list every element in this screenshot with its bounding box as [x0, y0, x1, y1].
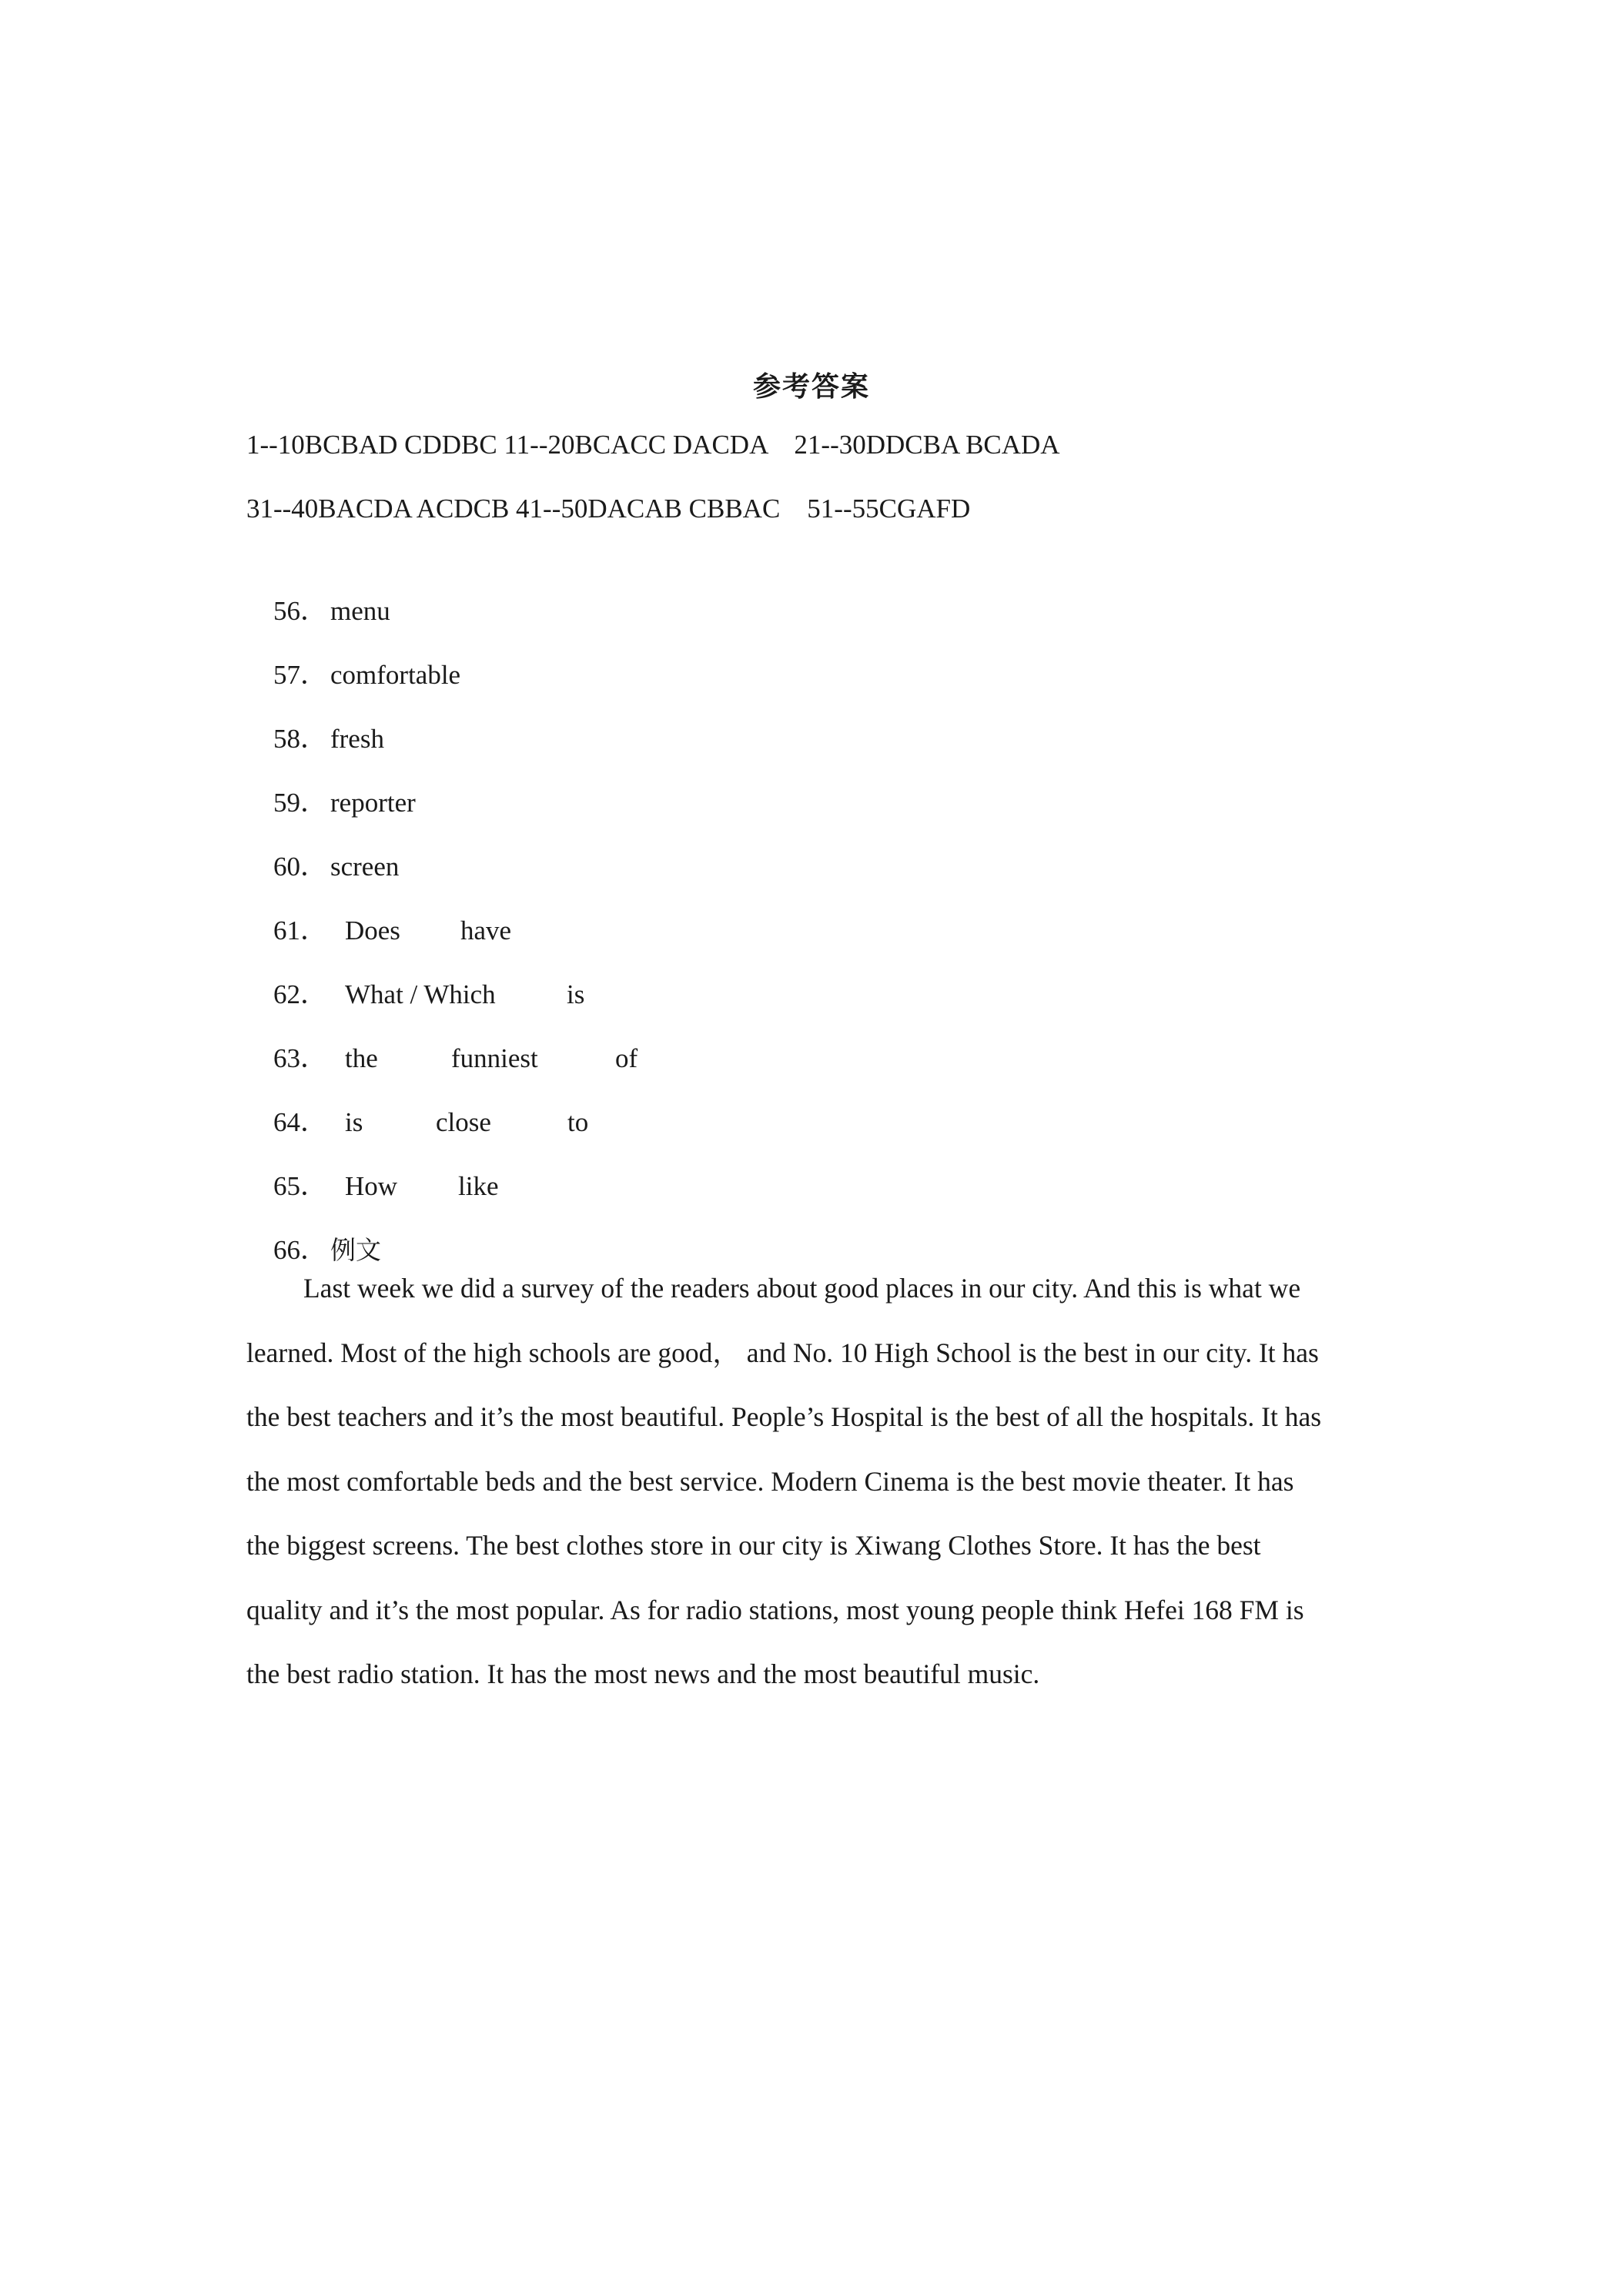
answer-number: 62． — [273, 979, 328, 1009]
answer-number: 56． — [273, 596, 328, 626]
answer-number: 63． — [273, 1043, 328, 1073]
answer-number: 57． — [273, 660, 328, 690]
answer-word: screen — [330, 852, 400, 882]
answer-word: is — [345, 1107, 363, 1137]
answer-word: the — [345, 1043, 378, 1073]
essay-line: the most comfortable beds and the best service. Modern Cinema is the best movie theater. It has — [246, 1465, 1294, 1497]
answer-word: to — [567, 1107, 589, 1137]
answer-word: have — [460, 915, 512, 946]
sample-essay — [246, 1257, 1386, 1707]
essay-line: quality and it’s the most popular. As for radio stations, most young people think Hefei 168 FM is — [246, 1594, 1304, 1625]
answer-number: 60． — [273, 852, 328, 882]
sample-essay-label: 例文 — [330, 1235, 381, 1265]
answer-number: 58． — [273, 724, 328, 754]
answer-number: 65． — [273, 1171, 328, 1201]
answer-word: menu — [330, 596, 390, 626]
page-title: 参考答案 — [752, 371, 870, 403]
answer-word: reporter — [330, 788, 416, 818]
answer-word: is — [567, 979, 585, 1009]
answer-word: Does — [345, 915, 400, 946]
essay-line: Last week we did a survey of the readers about good places in our city. And this is what we — [303, 1273, 1301, 1304]
mc-answers-row-1: 1--10BCBAD CDDBC 11--20BCACC DACDA 21--30DDCBA BCADA — [246, 430, 1060, 460]
answer-word: How — [345, 1171, 398, 1201]
answer-word: like — [458, 1171, 499, 1201]
essay-line: the best teachers and it’s the most beautiful. People’s Hospital is the best of all the hospitals. It has — [246, 1401, 1322, 1432]
answer-number: 66． — [273, 1235, 328, 1265]
essay-line: learned. Most of the high schools are good， and No. 10 High School is the best in our city. It has — [246, 1337, 1319, 1368]
answer-word: comfortable — [330, 660, 461, 690]
mc-answers-row-2: 31--40BACDA ACDCB 41--50DACAB CBBAC 51--55CGAFD — [246, 494, 971, 524]
answer-word: fresh — [330, 724, 384, 754]
essay-line: the biggest screens. The best clothes store in our city is Xiwang Clothes Store. It has the best — [246, 1530, 1261, 1561]
essay-line: the best radio station. It has the most news and the most beautiful music. — [246, 1658, 1040, 1689]
answer-word: of — [615, 1043, 638, 1073]
answer-number: 64． — [273, 1107, 328, 1137]
answer-number: 61． — [273, 915, 328, 946]
answer-word: What / Which — [345, 979, 496, 1009]
answer-word: close — [436, 1107, 491, 1137]
answer-word: funniest — [451, 1043, 538, 1073]
answer-number: 59． — [273, 788, 328, 818]
